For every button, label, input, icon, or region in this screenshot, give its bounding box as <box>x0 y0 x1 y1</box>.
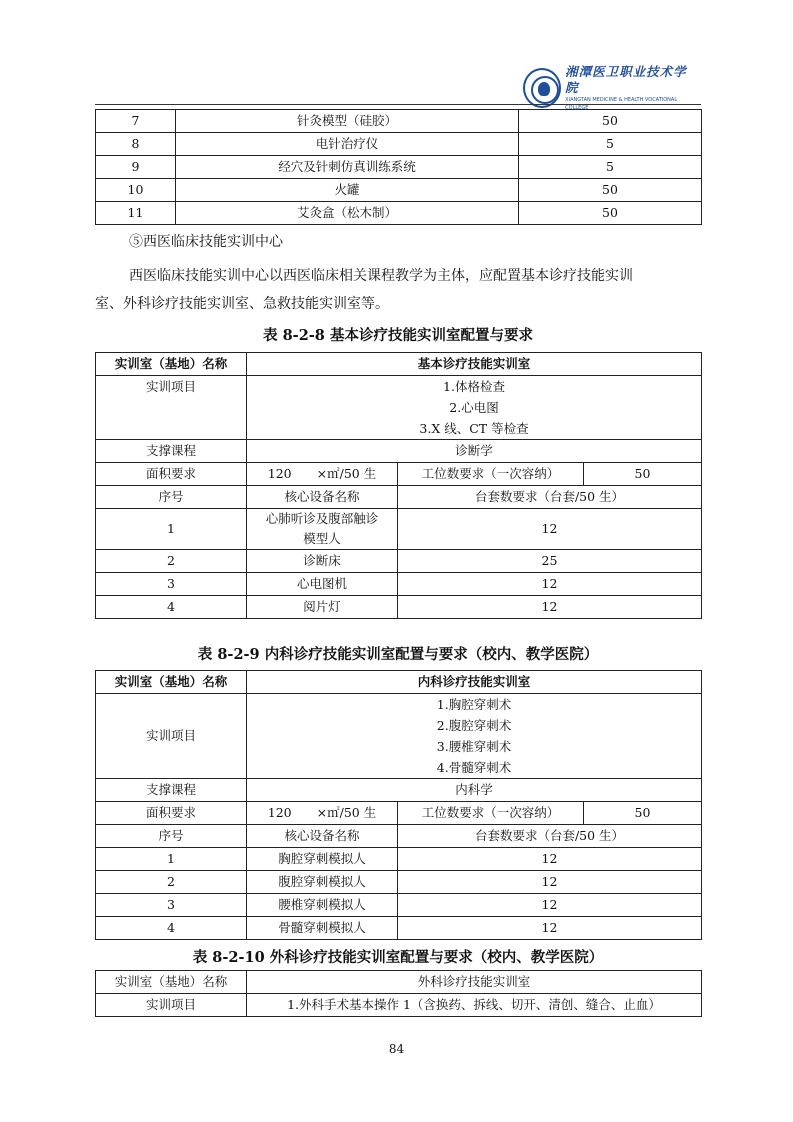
sets-header: 台套数要求（台套/50 生） <box>398 486 702 509</box>
equipment-name: 电针治疗仪 <box>176 133 519 156</box>
paragraph-line-1: 西医临床技能实训中心以西医临床相关课程教学为主体，应配置基本诊疗技能实训 <box>129 268 633 284</box>
table-row <box>96 156 702 179</box>
equipment-name: 腰椎穿刺模拟人 <box>247 894 398 917</box>
table-internal-medicine <box>95 670 702 940</box>
row-no: 7 <box>96 110 176 133</box>
row-no: 4 <box>96 596 247 619</box>
row-no: 1 <box>96 848 247 871</box>
equipment-name: 胸腔穿刺模拟人 <box>247 848 398 871</box>
equipment-qty: 12 <box>398 917 702 940</box>
table-row <box>96 671 702 694</box>
table-row <box>96 971 702 994</box>
project-item: 2.心电图 <box>449 400 499 415</box>
equipment-name: 诊断床 <box>247 550 398 573</box>
equipment-qty: 5 <box>519 133 702 156</box>
table-row <box>96 376 702 440</box>
equipment-qty: 12 <box>398 871 702 894</box>
project-item: 1.外科手术基本操作 1（含换药、拆线、切开、清创、缝合、止血） <box>247 994 702 1017</box>
table-row <box>96 486 702 509</box>
seq-header: 序号 <box>96 486 247 509</box>
equipment-name <box>247 509 398 550</box>
row-no: 2 <box>96 550 247 573</box>
table-row <box>96 110 702 133</box>
project-item: 2.腹腔穿刺术 <box>436 718 512 733</box>
row-no: 2 <box>96 871 247 894</box>
project-list <box>247 376 702 440</box>
room-value: 基本诊疗技能实训室 <box>247 353 702 376</box>
area-value: 120 ×㎡/50 生 <box>247 463 398 486</box>
table-row <box>96 694 702 779</box>
table-continued <box>95 109 702 225</box>
area-label: 面积要求 <box>96 802 247 825</box>
room-label: 实训室（基地）名称 <box>96 671 247 694</box>
equipment-qty: 12 <box>398 894 702 917</box>
project-item: 3.X 线、CT 等检查 <box>419 421 529 436</box>
row-no: 1 <box>96 509 247 550</box>
table-row <box>96 179 702 202</box>
table-row <box>96 848 702 871</box>
equipment-qty: 25 <box>398 550 702 573</box>
table-caption: 表 8-2-8 基本诊疗技能实训室配置与要求 <box>263 327 533 344</box>
equipment-qty: 12 <box>398 573 702 596</box>
college-name-cn: 湘潭医卫职业技术学院 <box>565 64 687 95</box>
table-row <box>96 802 702 825</box>
table-surgery <box>95 970 702 1017</box>
row-no: 9 <box>96 156 176 179</box>
table-row <box>96 894 702 917</box>
row-no: 10 <box>96 179 176 202</box>
table-caption: 表 8-2-10 外科诊疗技能实训室配置与要求（校内、教学医院） <box>192 949 604 966</box>
table-row <box>96 917 702 940</box>
equipment-qty: 12 <box>398 509 702 550</box>
row-no: 4 <box>96 917 247 940</box>
area-value: 120 ×㎡/50 生 <box>247 802 398 825</box>
course-value: 诊断学 <box>247 440 702 463</box>
table-row <box>96 509 702 550</box>
project-list <box>247 694 702 779</box>
equipment-name: 火罐 <box>176 179 519 202</box>
equipment-name-line: 心肺听诊及腹部触诊 <box>265 511 379 526</box>
seq-header: 序号 <box>96 825 247 848</box>
area-label: 面积要求 <box>96 463 247 486</box>
station-value: 50 <box>584 463 702 486</box>
table-caption: 表 8-2-9 内科诊疗技能实训室配置与要求（校内、教学医院） <box>197 646 599 663</box>
room-value: 外科诊疗技能实训室 <box>247 971 702 994</box>
table-row <box>96 596 702 619</box>
project-label: 实训项目 <box>96 376 247 440</box>
equipment-qty: 5 <box>519 156 702 179</box>
equipment-name: 心电图机 <box>247 573 398 596</box>
equipment-name: 骨髓穿刺模拟人 <box>247 917 398 940</box>
table-row <box>96 573 702 596</box>
equipment-qty: 50 <box>519 202 702 225</box>
table-basic-diagnosis <box>95 352 702 619</box>
course-label: 支撑课程 <box>96 779 247 802</box>
room-label: 实训室（基地）名称 <box>96 971 247 994</box>
project-label: 实训项目 <box>96 994 247 1017</box>
paragraph-line-2: 室、外科诊疗技能实训室、急救技能实训室等。 <box>95 296 389 312</box>
table-row <box>96 440 702 463</box>
table-row <box>96 202 702 225</box>
course-label: 支撑课程 <box>96 440 247 463</box>
row-no: 11 <box>96 202 176 225</box>
equipment-name: 艾灸盒（松木制） <box>176 202 519 225</box>
equip-header: 核心设备名称 <box>247 825 398 848</box>
room-value: 内科诊疗技能实训室 <box>247 671 702 694</box>
equipment-name: 经穴及针刺仿真训练系统 <box>176 156 519 179</box>
equipment-name: 阅片灯 <box>247 596 398 619</box>
equip-header: 核心设备名称 <box>247 486 398 509</box>
station-value: 50 <box>584 802 702 825</box>
row-no: 3 <box>96 894 247 917</box>
equipment-name: 针灸模型（硅胶） <box>176 110 519 133</box>
project-item: 4.骨髓穿刺术 <box>436 760 512 775</box>
table-row <box>96 825 702 848</box>
table-row <box>96 779 702 802</box>
table-row <box>96 353 702 376</box>
table-row <box>96 550 702 573</box>
table-row <box>96 463 702 486</box>
equipment-qty: 50 <box>519 179 702 202</box>
project-label: 实训项目 <box>96 694 247 779</box>
sets-header: 台套数要求（台套/50 生） <box>398 825 702 848</box>
room-label: 实训室（基地）名称 <box>96 353 247 376</box>
project-item: 1.胸腔穿刺术 <box>436 697 512 712</box>
equipment-name-line: 模型人 <box>303 531 341 546</box>
project-item: 3.腰椎穿刺术 <box>436 739 512 754</box>
equipment-qty: 12 <box>398 848 702 871</box>
college-seal-icon <box>523 68 561 108</box>
page-number: 84 <box>388 1042 405 1056</box>
section-heading: ⑤西医临床技能实训中心 <box>129 234 283 250</box>
row-no: 3 <box>96 573 247 596</box>
table-row <box>96 871 702 894</box>
equipment-qty: 12 <box>398 596 702 619</box>
equipment-qty: 50 <box>519 110 702 133</box>
table-row <box>96 994 702 1017</box>
header-rule <box>95 104 701 105</box>
station-label: 工位数要求（一次容纳） <box>398 463 584 486</box>
table-row <box>96 133 702 156</box>
station-label: 工位数要求（一次容纳） <box>398 802 584 825</box>
equipment-name: 腹腔穿刺模拟人 <box>247 871 398 894</box>
college-name-en: XIANGTAN MEDICINE & HEALTH VOCATIONAL COLLEGE <box>565 97 678 111</box>
course-value: 内科学 <box>247 779 702 802</box>
project-item: 1.体格检查 <box>443 379 505 394</box>
row-no: 8 <box>96 133 176 156</box>
